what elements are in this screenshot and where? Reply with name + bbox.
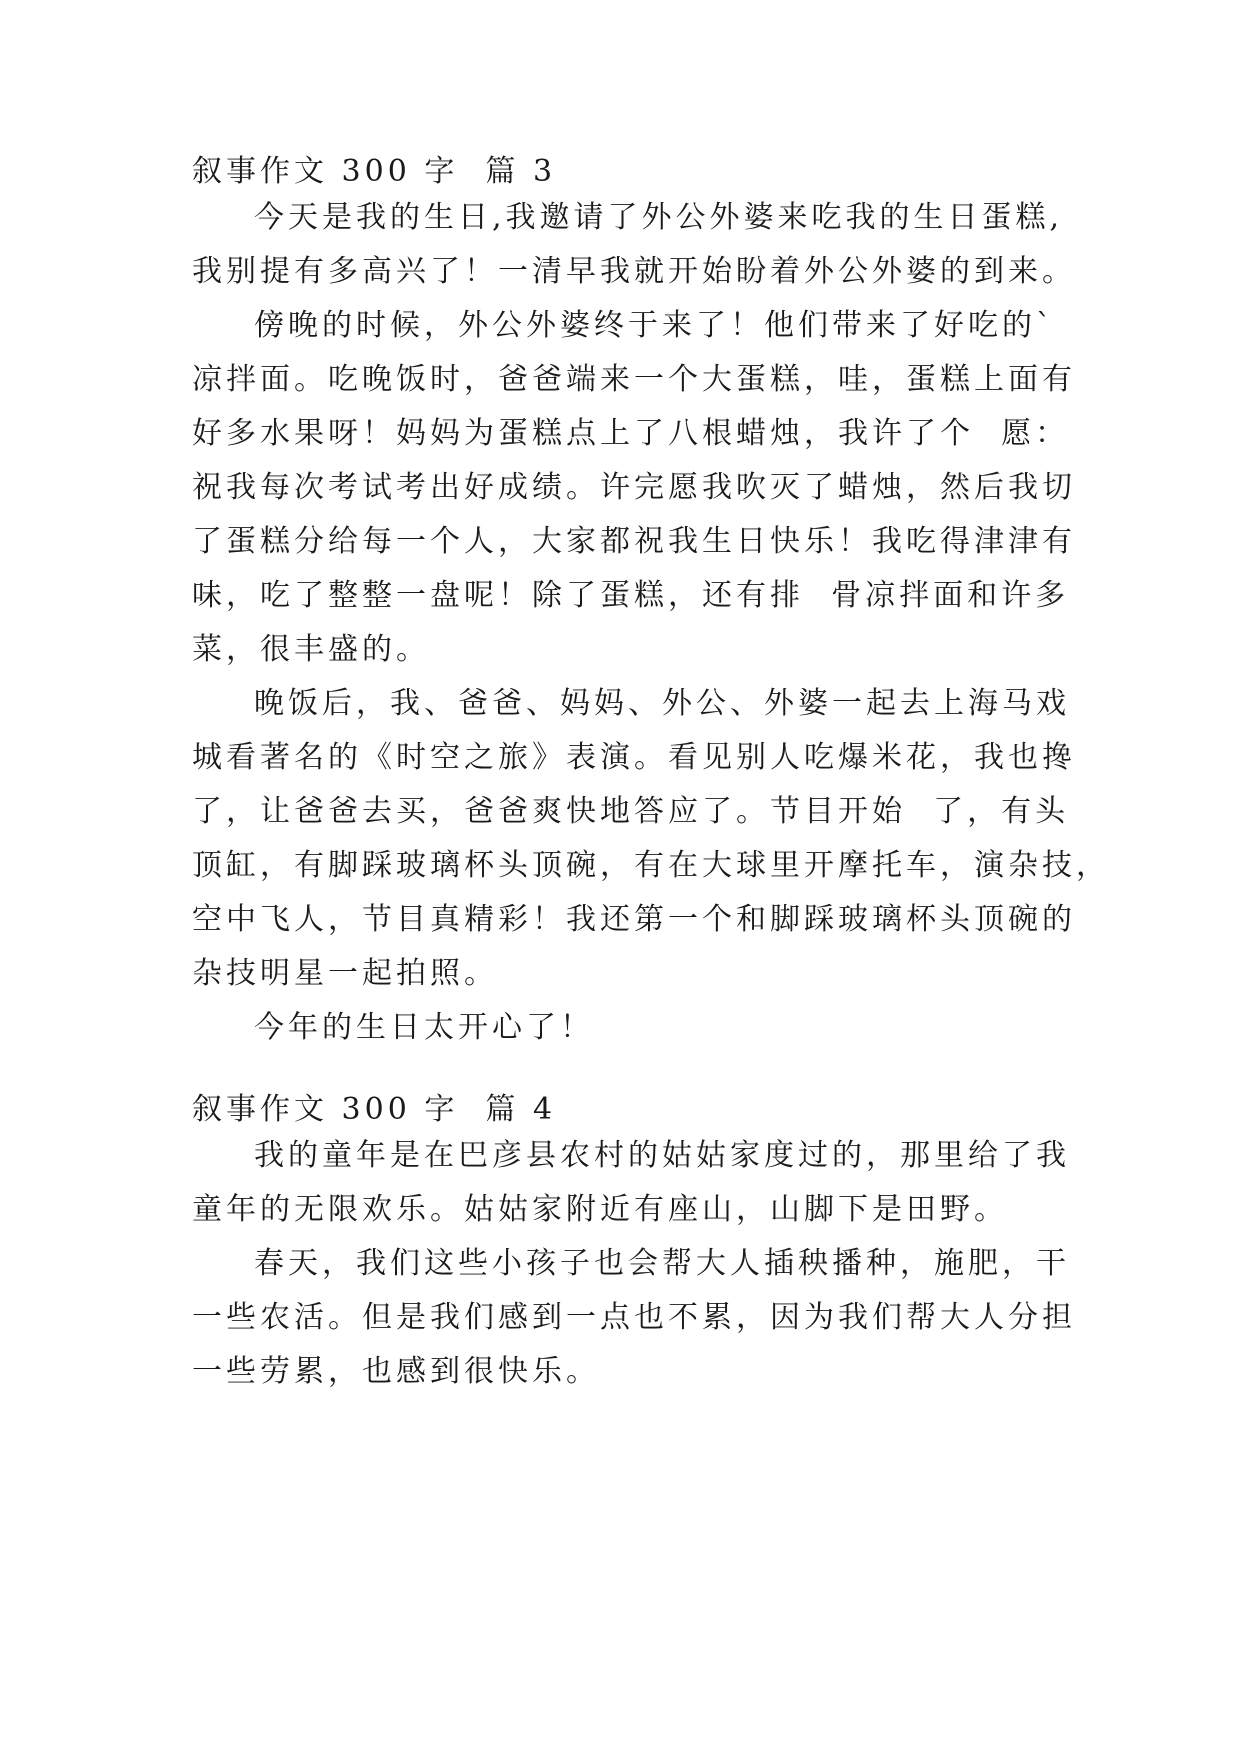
paragraph-line: 了，让爸爸去买，爸爸爽快地答应了。节目开始 了，有头 (192, 794, 1070, 829)
paragraph-line: 傍晚的时候，外公外婆终于来了！他们带来了好吃的` (254, 308, 1055, 343)
paragraph-line: 一些农活。但是我们感到一点也不累，因为我们帮大人分担 (192, 1300, 1076, 1335)
paragraph-line: 今天是我的生日,我邀请了外公外婆来吃我的生日蛋糕, (254, 200, 1064, 235)
paragraph-line: 空中飞人，节目真精彩！我还第一个和脚踩玻璃杯头顶碗的 (192, 902, 1076, 937)
paragraph-line: 了蛋糕分给每一个人，大家都祝我生日快乐！我吃得津津有 (192, 524, 1076, 559)
paragraph-line: 菜，很丰盛的。 (192, 632, 430, 667)
paragraph-line: 童年的无限欢乐。姑姑家附近有座山，山脚下是田野。 (192, 1192, 1008, 1227)
paragraph-line: 晚饭后，我、爸爸、妈妈、外公、外婆一起去上海马戏 (254, 686, 1070, 721)
section-heading: 叙事作文 300 字 篇 4 (192, 1092, 557, 1127)
paragraph-line: 顶缸，有脚踩玻璃杯头顶碗，有在大球里开摩托车，演杂技， (192, 848, 1110, 883)
paragraph-line: 我别提有多高兴了！一清早我就开始盼着外公外婆的到来。 (192, 254, 1076, 289)
paragraph-line: 我的童年是在巴彦县农村的姑姑家度过的，那里给了我 (254, 1138, 1070, 1173)
paragraph-line: 城看著名的《时空之旅》表演。看见别人吃爆米花，我也搀 (192, 740, 1076, 775)
section-heading: 叙事作文 300 字 篇 3 (192, 154, 557, 189)
paragraph-line: 祝我每次考试考出好成绩。许完愿我吹灭了蜡烛，然后我切 (192, 470, 1076, 505)
paragraph-line: 春天，我们这些小孩子也会帮大人插秧播种，施肥，干 (254, 1246, 1070, 1281)
paragraph-line: 杂技明星一起拍照。 (192, 956, 498, 991)
paragraph-line: 味，吃了整整一盘呢！除了蛋糕，还有排 骨凉拌面和许多 (192, 578, 1070, 613)
paragraph-line: 一些劳累，也感到很快乐。 (192, 1354, 600, 1389)
paragraph-line: 凉拌面。吃晚饭时，爸爸端来一个大蛋糕，哇，蛋糕上面有 (192, 362, 1076, 397)
paragraph-line: 好多水果呀！妈妈为蛋糕点上了八根蜡烛，我许了个 愿： (192, 416, 1070, 451)
paragraph-line: 今年的生日太开心了！ (254, 1010, 594, 1045)
